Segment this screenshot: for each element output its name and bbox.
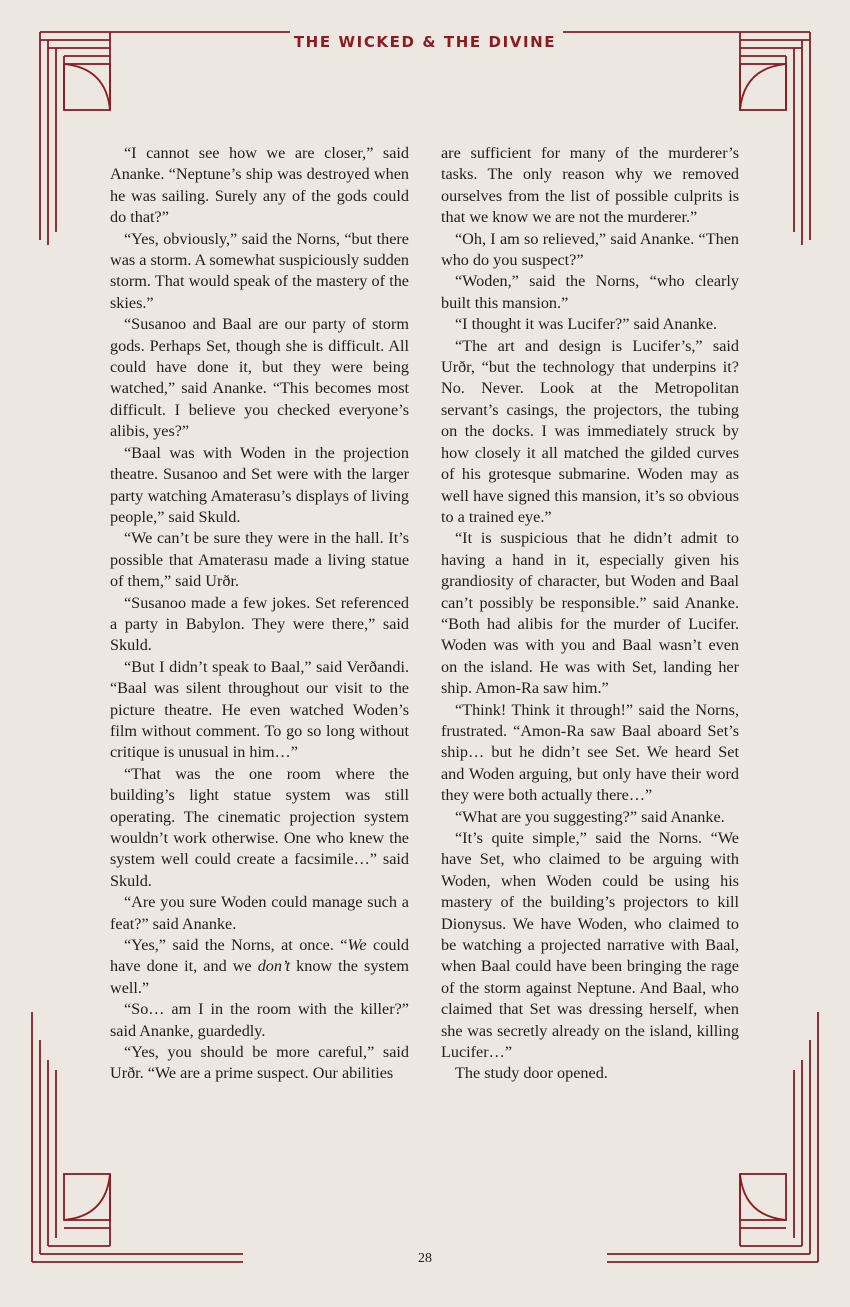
emphasis-dont: don’t [257, 957, 291, 976]
paragraph: “It is suspicious that he didn’t admit to having a hand in it, especially given his grandiosity of character, but Woden and Baal can’t possibly be responsible.” said Ananke. “Both had alibis for the murder of Lucifer. Woden was with you and Baal wasn’t even on the island. He was with Set, landing her ship. Amon-Ra saw him.” [441, 529, 739, 698]
text-run: could have done it, and we [110, 936, 410, 976]
paragraph: “Think! Think it through!” said the Norns, frustrated. “Amon-Ra saw Baal aboard Set’s ship… but he didn’t see Set. We heard Set and Woden arguing, but only have their word they were both actually there…” [441, 700, 739, 805]
page-number: 28 [418, 1251, 432, 1266]
text-column-left [110, 143, 409, 1085]
paragraph-with-emphasis [110, 935, 409, 999]
running-header [0, 33, 850, 51]
paragraph: “Susanoo and Baal are our party of storm gods. Perhaps Set, though she is difficult. All could have done it, but they were being watched,” said Ananke. “This becomes most difficult. I believe you checked everyone’s alibis, yes?” [110, 315, 409, 441]
paragraph: “We can’t be sure they were in the hall. It’s possible that Amaterasu made a living statue of them,” said Urðr. [110, 529, 409, 591]
paragraph: “What are you suggesting?” said Ananke. [455, 807, 725, 826]
paragraph: “That was the one room where the building’s light statue system was still operating. The cinematic projection system wouldn’t work otherwise. One who knew the system well could create a facsimile…” said Skuld. [110, 764, 409, 890]
paragraph: “Oh, I am so relieved,” said Ananke. “Then who do you suspect?” [441, 229, 739, 270]
paragraph: “So… am I in the room with the killer?” said Ananke, guardedly. [110, 1000, 409, 1040]
paragraph-continued: are sufficient for many of the murderer’s tasks. The only reason why we removed ourselves from the list of possible culprits is that we know we are not the murderer.” [441, 144, 739, 227]
paragraph: The study door opened. [455, 1064, 608, 1083]
paragraph: “Yes, you should be more careful,” said Urðr. “We are a prime suspect. Our abilities [110, 1043, 409, 1083]
paragraph: “Baal was with Woden in the projection theatre. Susanoo and Set were with the larger party watching Amaterasu’s displays of living people,” said Skuld. [110, 443, 409, 526]
paragraph: “The art and design is Lucifer’s,” said Urðr, “but the technology that underpins it? No. Never. Look at the Metropolitan servant’s casings, the projectors, the tubing on the docks. I was immediately struck by how closely it all matched the gilded curves of his grotesque submarine. Woden may as well have signed this mansion, it’s so obvious to a trained eye.” [441, 336, 739, 526]
text-run: know the system well.” [110, 957, 409, 997]
book-title: THE WICKED & THE DIVINE [293, 33, 557, 51]
paragraph: “I cannot see how we are closer,” said Ananke. “Neptune’s ship was destroyed when he was sailing. Surely any of the gods could do that?” [110, 144, 409, 227]
emphasis-we: We [347, 936, 367, 955]
paragraph: “Yes, obviously,” said the Norns, “but there was a storm. A somewhat suspiciously sudden storm. That would speak of the mastery of the skies.” [110, 229, 410, 312]
paragraph: “Woden,” said the Norns, “who clearly built this mansion.” [441, 272, 739, 312]
text-column-right [441, 143, 739, 1085]
paragraph: “Susanoo made a few jokes. Set referenced a party in Babylon. They were there,” said Skuld. [110, 593, 409, 655]
paragraph: “Are you sure Woden could manage such a feat?” said Ananke. [110, 893, 409, 933]
paragraph: “It’s quite simple,” said the Norns. “We have Set, who claimed to be arguing with Woden, when Woden could be using his mastery of the building’s projectors to kill Dionysus. We have Woden, who claimed to be watching a projected narrative with Baal, when Baal could have been bringing the rage of the storm against Neptune. And Baal, who claimed that Set was dressing herself, when she was secretly already on the island, killing Lucifer…” [441, 829, 739, 1062]
text-run: “Yes,” said the Norns, at once. “ [124, 936, 348, 955]
paragraph: “I thought it was Lucifer?” said Ananke. [455, 315, 718, 334]
paragraph: “But I didn’t speak to Baal,” said Verðandi. “Baal was silent throughout our visit to the picture theatre. He even watched Woden’s film without comment. To go so long without critique is unusual in him…” [110, 657, 409, 762]
